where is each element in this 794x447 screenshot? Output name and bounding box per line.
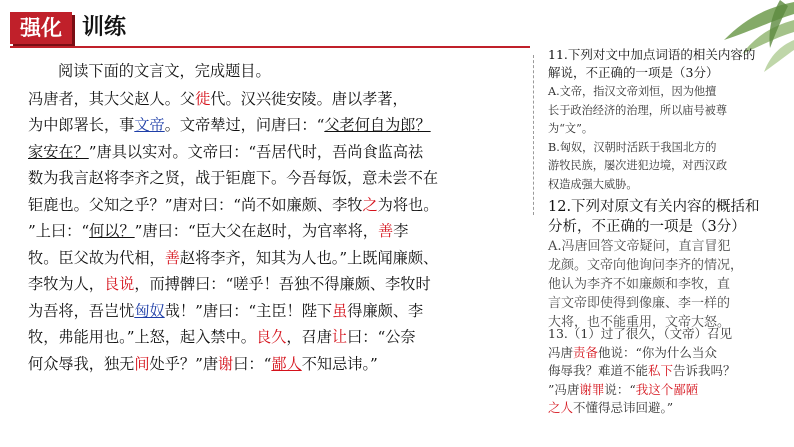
passage-text: 处乎？”唐 xyxy=(149,354,219,373)
highlight-word: 虽 xyxy=(332,301,348,320)
highlight-word: 谢 xyxy=(218,354,234,373)
underlined-phrase: 家安在？ xyxy=(28,142,89,161)
passage-text: 不知忌讳。” xyxy=(301,354,378,373)
passage-line xyxy=(28,139,528,166)
passage xyxy=(28,58,528,377)
question-11 xyxy=(548,46,784,194)
passage-text: 钜鹿也。父知之乎？”唐对曰：“尚不如廉颇、李牧 xyxy=(28,195,363,214)
underlined-phrase: 何以？ xyxy=(89,222,135,240)
answer-line: 13.（1）过了很久，（文帝）召见 xyxy=(548,326,733,341)
question-stem: 12.下列对原文有关内容的概括和 xyxy=(548,199,760,215)
question-stem: 解说，不正确的一项是（3分） xyxy=(548,64,719,80)
passage-text: 为吾将，吾岂忧 xyxy=(28,301,135,320)
passage-text: ，召唐 xyxy=(286,328,332,346)
passage-line xyxy=(28,245,528,272)
passage-line xyxy=(28,112,528,139)
passage-line: 数为我言赵将李齐之贤，战于钜鹿下。今吾每饭，意未尝不在 xyxy=(28,169,439,187)
highlight-word: 责备 xyxy=(573,344,599,360)
passage-text: ”唐具以实对。文帝曰：“吾居代时，吾尚食监高祛 xyxy=(88,142,424,161)
passage-text: 牧。臣父故为代相， xyxy=(28,248,165,267)
highlight-word: 让 xyxy=(331,328,348,346)
title-underline xyxy=(10,46,530,48)
passage-text: 曰：“公奈 xyxy=(347,328,416,346)
answer-line: ”冯唐谢罪说：“我这个鄙陋 xyxy=(548,381,699,397)
underlined-word: 文帝 xyxy=(134,116,165,134)
question-13-answer xyxy=(548,325,784,418)
highlight-word: 良说 xyxy=(103,275,135,293)
passage-text: 为中郎署长，事 xyxy=(28,116,135,134)
highlight-word: 私下 xyxy=(648,363,674,378)
answer-line: 冯唐责备他说：“你为什么当众 xyxy=(548,344,717,360)
question-stem: 11.下列对文中加点词语的相关内容的 xyxy=(548,47,756,62)
highlight-word: 谢罪 xyxy=(579,381,605,397)
section-title: 训练 xyxy=(82,15,127,40)
highlight-word: 徙 xyxy=(195,89,211,108)
passage-line xyxy=(28,192,528,219)
passage-text: 得廉颇、李 xyxy=(347,301,424,320)
option-a: A.文帝，指汉文帝刘恒，因为他擅 长于政治经济的治理，所以庙号被尊 为“文”。 xyxy=(548,85,728,135)
answer-line: 侮辱我？难道不能私下告诉我吗？ xyxy=(548,363,736,378)
option-b: B.匈奴，汉朝时活跃于我国北方的 游牧民族，屡次进犯边境，对西汉政 权造成强大威胁。 xyxy=(548,140,728,191)
passage-text: 李牧为人， xyxy=(28,275,104,293)
answer-line: 之人不懂得忌讳回避。” xyxy=(548,400,674,415)
section-badge: 强化 xyxy=(10,12,72,44)
passage-text: 为将也。 xyxy=(377,195,439,214)
highlight-word: 鄙人 xyxy=(271,354,302,373)
passage-text: 。文帝辇过，问唐曰：“ xyxy=(164,116,325,134)
passage-text: 赵将李齐，知其为人也。”上既闻廉颇、 xyxy=(179,248,439,267)
highlight-word: 我这个鄙陋 xyxy=(635,381,699,397)
option-a: A.冯唐回答文帝疑问，直言冒犯 龙颜。文帝向他询问李齐的情况， 他认为李齐不如廉颇和李牧，直 言文帝即使得到像廉、李一样的 大将，也不能重用，文帝大怒。 xyxy=(548,239,744,330)
passage-line xyxy=(28,324,528,351)
highlight-word: 之人 xyxy=(548,400,574,415)
passage-text: 何众辱我，独无 xyxy=(28,354,135,373)
passage-text: ，而搏髀曰：“嗟乎！吾独不得廉颇、李牧时 xyxy=(134,275,431,293)
question-stem: 分析，不正确的一项是（3分） xyxy=(548,218,746,235)
column-divider xyxy=(533,55,534,215)
highlight-word: 善 xyxy=(378,222,394,240)
passage-text: 代。汉兴徙安陵。唐以孝著， xyxy=(210,89,408,108)
highlight-word: 善 xyxy=(164,248,180,267)
passage-line xyxy=(28,298,528,325)
highlight-word: 良久 xyxy=(255,328,287,346)
passage-text: ”上曰：“ xyxy=(28,222,90,240)
passage-line xyxy=(28,218,528,245)
passage-text: 哉！”唐曰：“主臣！陛下 xyxy=(164,301,333,320)
instruction-text: 阅读下面的文言文，完成题目。 xyxy=(58,62,271,80)
passage-line xyxy=(28,86,528,113)
highlight-word: 之 xyxy=(362,195,378,214)
passage-line xyxy=(28,271,528,298)
question-12 xyxy=(548,198,784,332)
passage-text: 李 xyxy=(393,222,409,240)
underlined-phrase: 父老何自为郎？ xyxy=(324,116,431,134)
passage-text: ”唐曰：“臣大父在赵时，为官率将， xyxy=(134,222,378,240)
underlined-word: 匈奴 xyxy=(134,301,165,320)
passage-line xyxy=(28,351,528,378)
highlight-word: 间 xyxy=(134,354,150,373)
passage-text: 冯唐者，其大父赵人。父 xyxy=(28,89,196,108)
passage-text: 曰：“ xyxy=(233,354,272,373)
passage-text: 牧，弗能用也。”上怒，起入禁中。 xyxy=(28,328,256,346)
